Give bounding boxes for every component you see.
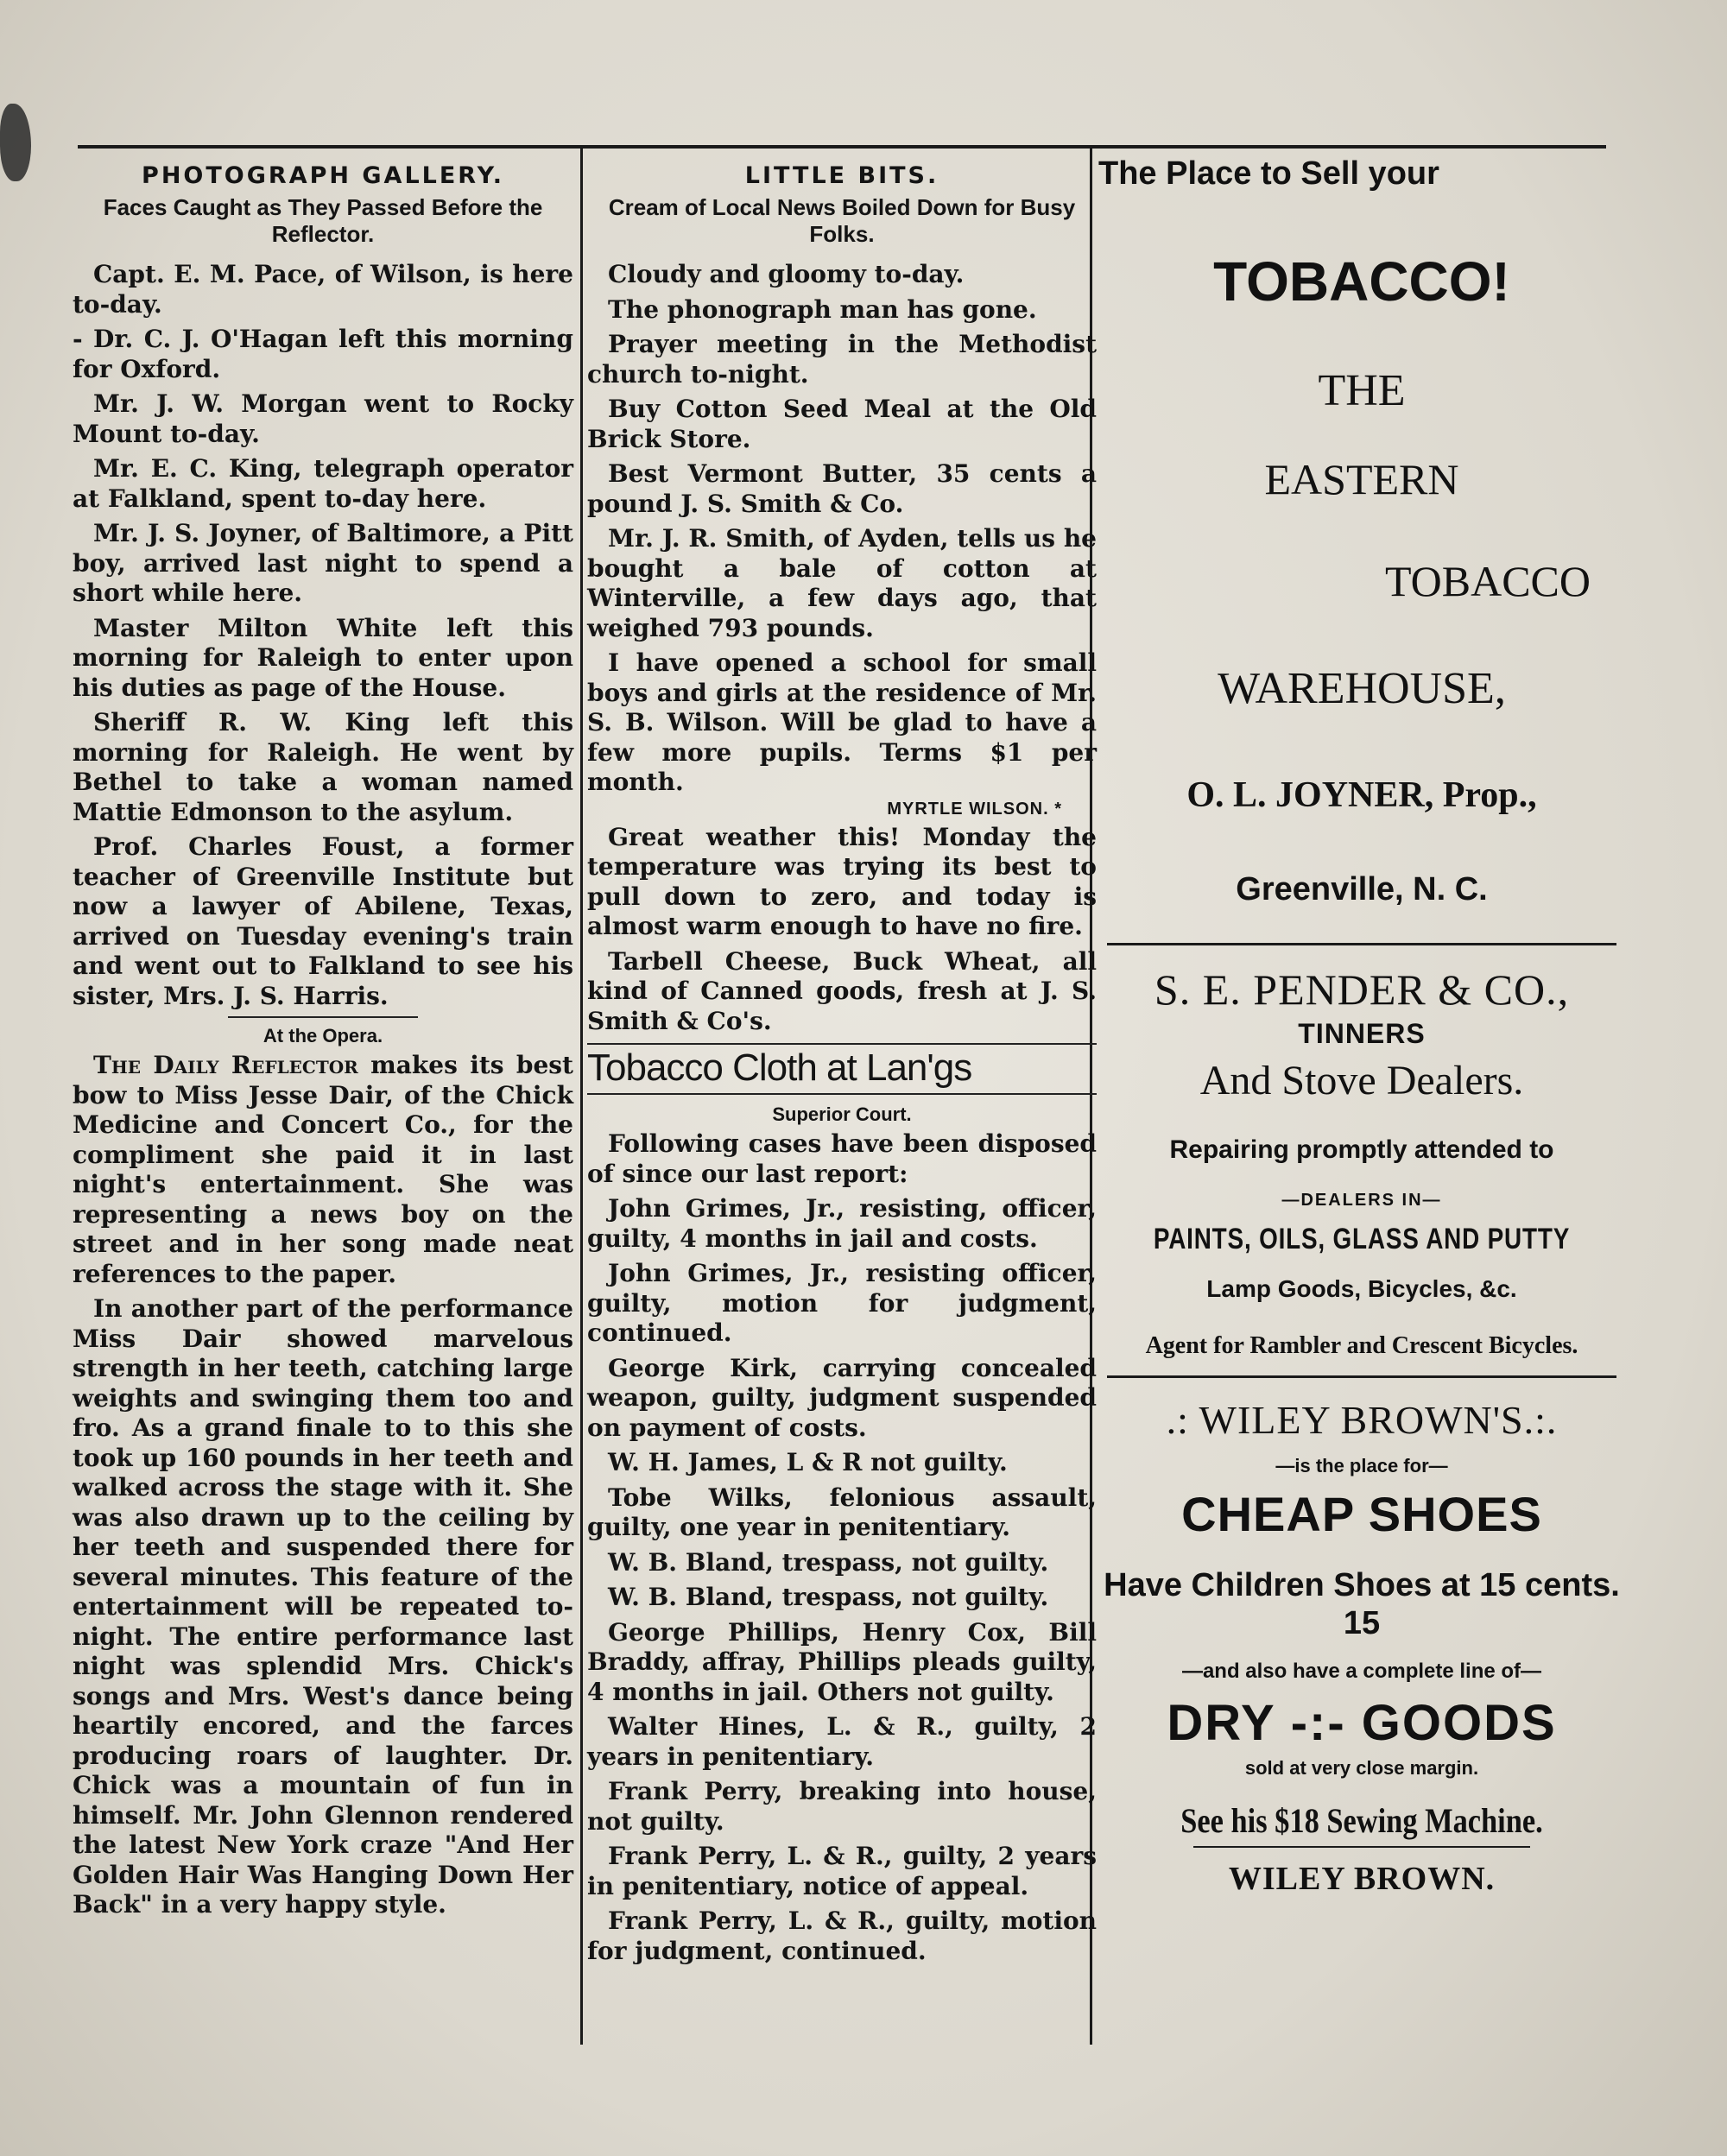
court-item: Following cases have been disposed of since our last report: (587, 1129, 1097, 1188)
court-item: Walter Hines, L. & R., guilty, 2 years in penitentiary. (587, 1712, 1097, 1771)
news-item: I have opened a school for small boys and girls at the residence of Mr. S. B. Wilson. Will be glad to have a few more pupils. Terms $1 per month. (587, 648, 1097, 796)
column-header: PHOTOGRAPH GALLERY. (142, 162, 504, 189)
court-item: John Grimes, Jr., resisting, officer, guilty, 4 months in jail and costs. (587, 1194, 1097, 1253)
opera-paragraph-text: makes its best bow to Miss Jesse Dair, of the Chick Medicine and Concert Co., for the compliment she paid it in last night's entertainment. She was representing a news boy on the street and in her song made neat references to the paper. (73, 1051, 573, 1288)
news-item: Prayer meeting in the Methodist church to-night. (587, 330, 1097, 389)
court-item: W. B. Bland, trespass, not guilty. (608, 1583, 1049, 1611)
tobacco-cloth-notice: Tobacco Cloth at Lan'gs (587, 1043, 1097, 1095)
news-item: Mr. J. S. Joyner, of Baltimore, a Pitt boy, arrived last night to spend a short while here. (73, 519, 573, 607)
court-item: W. H. James, L & R not guilty. (608, 1448, 1008, 1476)
pender-ad-name: S. E. PENDER & CO., (1154, 965, 1570, 1014)
little-bits-column (587, 155, 1097, 1971)
photograph-gallery-column (73, 155, 573, 1925)
news-item: The phonograph man has gone. (608, 294, 1037, 324)
column-divider-1 (580, 145, 583, 2045)
pender-ad-text: Lamp Goods, Bicycles, &c. (1206, 1275, 1517, 1302)
item-signature: MYRTLE WILSON. * (887, 799, 1062, 819)
news-item: Master Milton White left this morning for Raleigh to enter upon his duties as page of the House. (73, 613, 573, 702)
news-item: Prof. Charles Foust, a former teacher of Greenville Institute but now a lawyer of Abilene, Texas, arrived on Tuesday evening's train and went out to Falkland to see his sister, Mrs. J. S. Harris. (73, 832, 573, 1010)
column-subheader: Cream of Local News Boiled Down for Busy Folks. (608, 194, 1076, 247)
news-item: Mr. J. W. Morgan went to Rocky Mount to-day. (73, 389, 573, 448)
top-column-rule (78, 145, 1606, 149)
court-item: Tobe Wilks, felonious assault, guilty, one year in penitentiary. (587, 1483, 1097, 1541)
column-subheader: Faces Caught as They Passed Before the Reflector. (103, 194, 543, 247)
news-item: Great weather this! Monday the temperature was trying its best to pull down to zero, and today is almost warm enough to have no fire. (587, 822, 1097, 940)
pender-ad-trade: And Stove Dealers. (1199, 1058, 1524, 1103)
news-item: Best Vermont Butter, 35 cents a pound J. S. Smith & Co. (587, 459, 1097, 518)
advertisement-column (1098, 155, 1625, 1898)
opera-paragraph (73, 1051, 573, 1289)
news-item: Mr. E. C. King, telegraph operator at Falkland, spent to-day here. (73, 454, 573, 513)
ink-blot (0, 104, 31, 181)
warehouse-ad-location: Greenville, N. C. (1236, 871, 1488, 907)
wiley-ad-text: Have Children Shoes at 15 cents. 15 (1104, 1567, 1620, 1641)
warehouse-ad-text: WAREHOUSE, (1218, 664, 1506, 713)
news-item: Mr. J. R. Smith, of Ayden, tells us he bought a bale of cotton at Winterville, a few days ago, that weighed 793 pounds. (587, 524, 1097, 642)
news-item: - Dr. C. J. O'Hagan left this morning for Oxford. (73, 325, 573, 383)
pender-ad-products: PAINTS, OILS, GLASS AND PUTTY (1153, 1223, 1571, 1255)
court-item: Frank Perry, breaking into house, not guilty. (587, 1777, 1097, 1836)
wiley-ad-text: —is the place for— (1275, 1455, 1448, 1476)
opera-header: At the Opera. (263, 1025, 383, 1046)
pender-ad-trade: TINNERS (1298, 1018, 1426, 1049)
pender-ad-text: —DEALERS IN— (1281, 1191, 1442, 1210)
wiley-ad-text: sold at very close margin. (1244, 1757, 1479, 1779)
news-item: Buy Cotton Seed Meal at the Old Brick Store. (587, 395, 1097, 453)
news-item: Sheriff R. W. King left this morning for Raleigh. He went by Bethel to take a woman named Mattie Edmonson to the asylum. (73, 708, 573, 826)
section-rule (228, 1016, 418, 1018)
warehouse-ad-tagline: The Place to Sell your (1098, 155, 1439, 192)
pender-ad-text: Agent for Rambler and Crescent Bicycles. (1145, 1332, 1578, 1359)
wiley-ad-name: .: WILEY BROWN'S.:. (1166, 1398, 1558, 1442)
court-item: Frank Perry, L. & R., guilty, motion for judgment, continued. (587, 1906, 1097, 1965)
warehouse-ad-text: THE (1318, 366, 1406, 415)
news-item: Capt. E. M. Pace, of Wilson, is here to-day. (73, 260, 573, 319)
warehouse-ad-headline: TOBACCO! (1213, 250, 1510, 313)
ad-divider (1107, 943, 1616, 945)
wiley-ad-headline: DRY -:- GOODS (1167, 1695, 1557, 1751)
opera-paragraph: In another part of the performance Miss Dair showed marvelous strength in her teeth, catching large weights and swinging them too and fro. As a grand finale to to this she took up 160 pounds in her teeth and walked across the stage with it. She was also drawn up to the ceiling by her teeth and suspended there for several minutes. This feature of the entertainment will be repeated to-night. The entire performance last night was splendid Mrs. Chick's songs and Mrs. West's dance being heartily encored, and the farces producing roars of laughter. Dr. Chick was a mountain of fun in himself. Mr. John Glennon rendered the latest New York craze "And Her Golden Hair Was Hanging Down Her Back" in a very happy style. (73, 1294, 573, 1919)
court-item: George Phillips, Henry Cox, Bill Braddy, affray, Phillips pleads guilty, 4 months in jail. Others not guilty. (587, 1617, 1097, 1706)
court-item: George Kirk, carrying concealed weapon, guilty, judgment suspended on payment of costs. (587, 1353, 1097, 1442)
wiley-ad-headline: CHEAP SHOES (1181, 1487, 1542, 1541)
court-item: John Grimes, Jr., resisting officer, guilty, motion for judgment, continued. (587, 1259, 1097, 1347)
news-item: Cloudy and gloomy to-day. (608, 260, 965, 288)
news-item: Tarbell Cheese, Buck Wheat, all kind of Canned goods, fresh at J. S. Smith & Co's. (587, 946, 1097, 1035)
pender-ad-text: Repairing promptly attended to (1169, 1135, 1554, 1164)
warehouse-ad-text: EASTERN (1264, 455, 1459, 503)
warehouse-ad-proprietor: O. L. JOYNER, Prop., (1186, 775, 1537, 815)
wiley-ad-text: See his $18 Sewing Machine. (1180, 1801, 1543, 1840)
court-header: Superior Court. (772, 1103, 912, 1125)
wiley-ad-signature: WILEY BROWN. (1228, 1861, 1496, 1897)
ad-divider (1107, 1375, 1616, 1378)
column-header: LITTLE BITS. (744, 162, 939, 189)
court-item: W. B. Bland, trespass, not guilty. (608, 1547, 1049, 1577)
newspaper-name: The Daily Reflector (93, 1051, 358, 1079)
ad-divider (1193, 1846, 1530, 1848)
court-item: Frank Perry, L. & R., guilty, 2 years in penitentiary, notice of appeal. (587, 1842, 1097, 1900)
warehouse-ad-text: TOBACCO (1384, 557, 1591, 605)
wiley-ad-text: —and also have a complete line of— (1181, 1660, 1542, 1683)
